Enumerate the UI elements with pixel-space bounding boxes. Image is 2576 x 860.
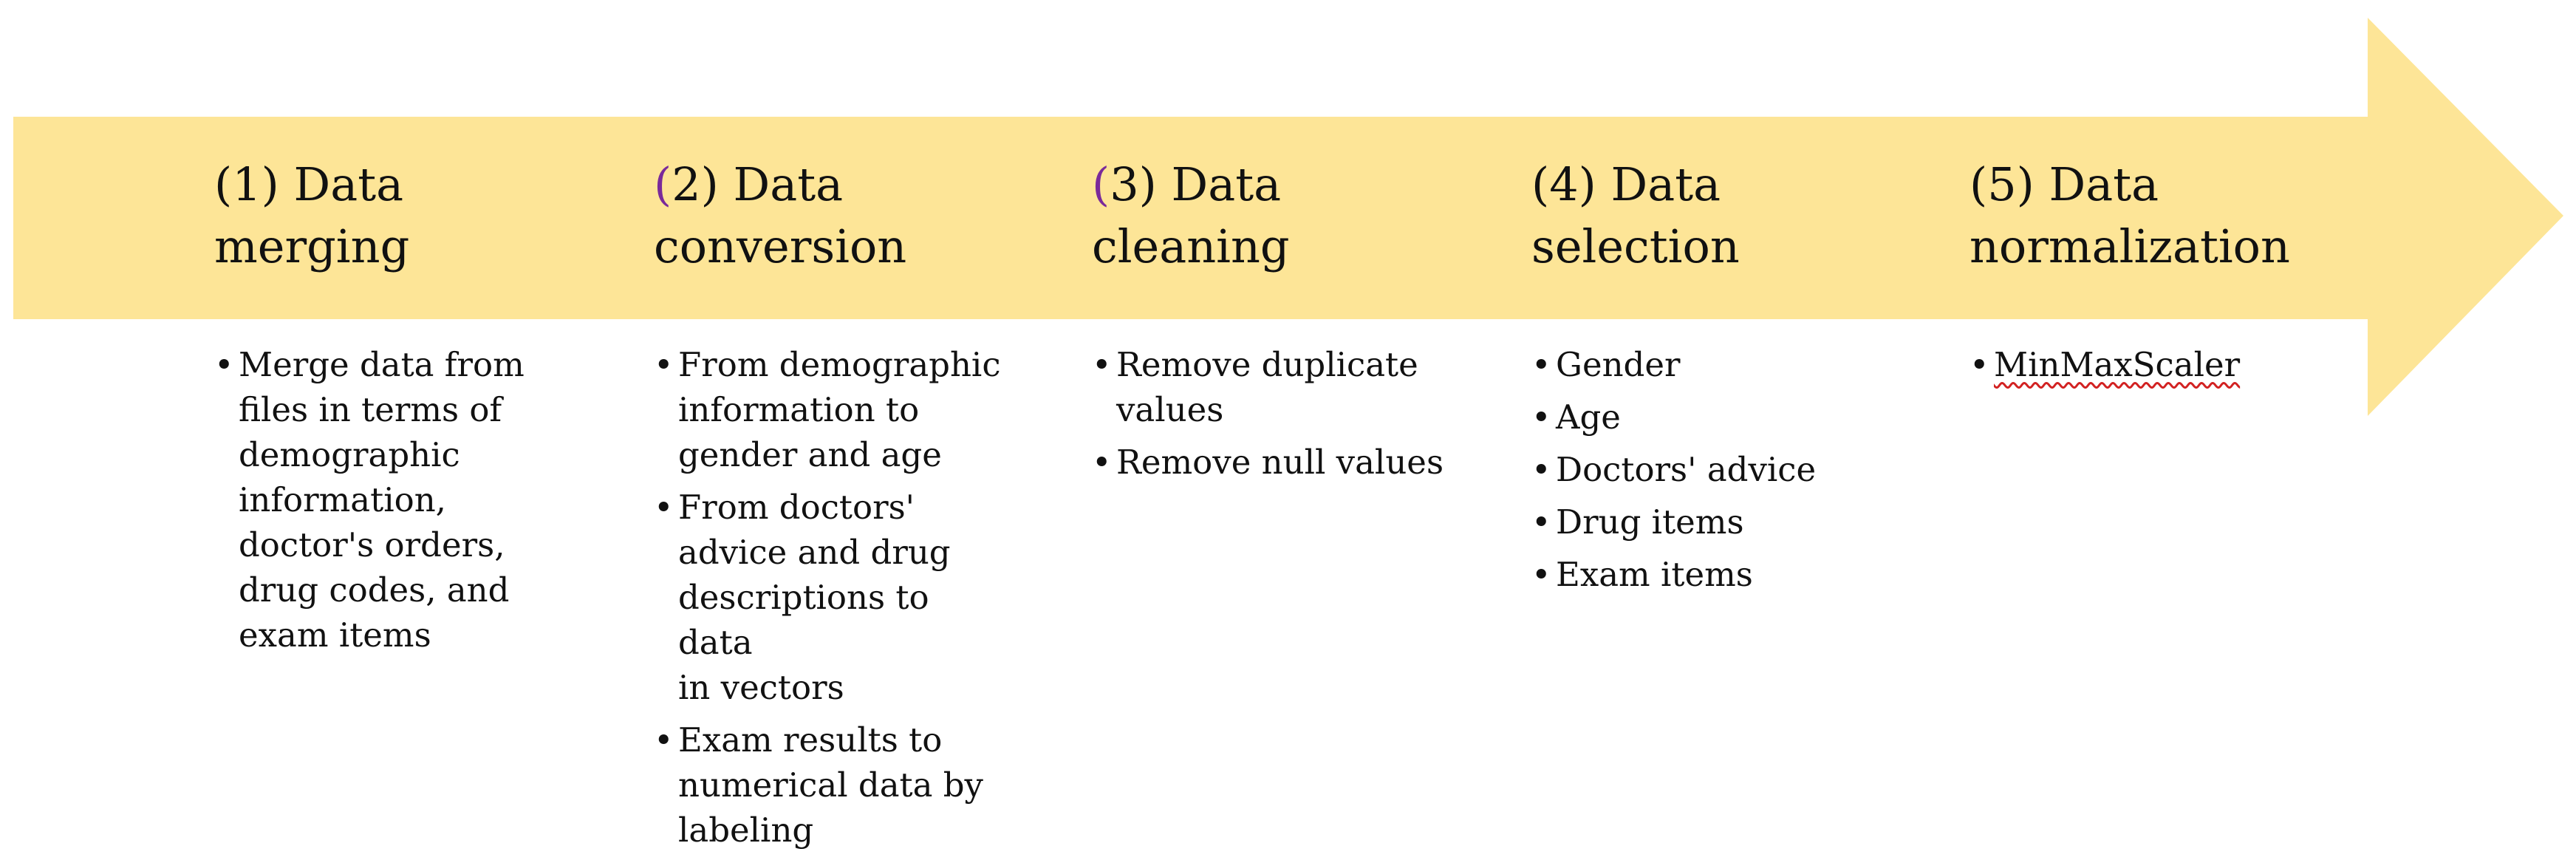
stage-5-item-text: MinMaxScaler xyxy=(1994,345,2241,384)
stage-3-title-paren: ( xyxy=(1092,157,1110,211)
stage-3-items xyxy=(1092,342,1476,492)
stage-3-title xyxy=(1092,154,1290,278)
stage-4-item-text: Doctors' advice xyxy=(1556,450,1817,489)
stage-5-title-text: 5) Data normalization xyxy=(1969,157,2290,273)
bullet-icon: • xyxy=(1531,345,1551,384)
stage-1-items xyxy=(214,342,569,665)
stage-5-title xyxy=(1969,154,2290,278)
stage-2-title-text: 2) Data conversion xyxy=(654,157,907,273)
stage-4-item-text: Drug items xyxy=(1556,502,1744,542)
bullet-icon: • xyxy=(1969,345,1989,384)
stage-5-title-paren: ( xyxy=(1969,157,1988,211)
stage-2-title xyxy=(654,154,906,278)
bullet-icon: • xyxy=(214,345,234,384)
bullet-icon: • xyxy=(654,720,674,760)
stage-4-title-paren: ( xyxy=(1531,157,1550,211)
stage-4-item xyxy=(1531,342,1916,387)
stage-4-title xyxy=(1531,154,1740,278)
stage-1-title-paren: ( xyxy=(214,157,233,211)
stage-2-item xyxy=(654,717,1008,853)
bullet-icon: • xyxy=(654,345,674,384)
bullet-icon: • xyxy=(654,488,674,527)
stage-1-item-text: Merge data from files in terms of demographic information, doctor's orders, drug codes, and exam items xyxy=(239,345,525,655)
stage-2-item-text: Exam results to numerical data by labeling xyxy=(678,720,983,850)
stage-4-title-text: 4) Data selection xyxy=(1531,157,1740,273)
stage-4-item xyxy=(1531,447,1916,492)
stage-3-item xyxy=(1092,440,1476,485)
stage-2-items xyxy=(654,342,1008,860)
stage-4-item-text: Age xyxy=(1556,397,1621,437)
bullet-icon: • xyxy=(1531,502,1551,542)
stage-4-item xyxy=(1531,499,1916,545)
stage-4-item-text: Exam items xyxy=(1556,555,1753,594)
bullet-icon: • xyxy=(1092,443,1112,482)
stage-4-item xyxy=(1531,395,1916,440)
stage-4-item xyxy=(1531,552,1916,597)
stage-3-item-text: Remove null values xyxy=(1116,443,1444,482)
bullet-icon: • xyxy=(1531,555,1551,594)
stage-1-title-text: 1) Data merging xyxy=(214,157,410,273)
stage-2-item xyxy=(654,485,1008,710)
stage-5-item xyxy=(1969,342,2354,387)
stage-3-item xyxy=(1092,342,1476,432)
stage-4-item-text: Gender xyxy=(1556,345,1681,384)
stage-2-item-text: From doctors' advice and drug descriptions to data in vectors xyxy=(678,488,951,707)
stage-2-item xyxy=(654,342,1008,477)
stage-5-items xyxy=(1969,342,2354,395)
stage-2-item-text: From demographic information to gender and age xyxy=(678,345,1001,474)
bullet-icon: • xyxy=(1531,450,1551,489)
bullet-icon: • xyxy=(1531,397,1551,437)
stage-4-items xyxy=(1531,342,1916,604)
bullet-icon: • xyxy=(1092,345,1112,384)
stage-1-title xyxy=(214,154,409,278)
stage-3-title-text: 3) Data cleaning xyxy=(1092,157,1290,273)
stage-3-item-text: Remove duplicate values xyxy=(1116,345,1418,429)
stage-2-title-paren: ( xyxy=(654,157,672,211)
stage-1-item xyxy=(214,342,569,658)
